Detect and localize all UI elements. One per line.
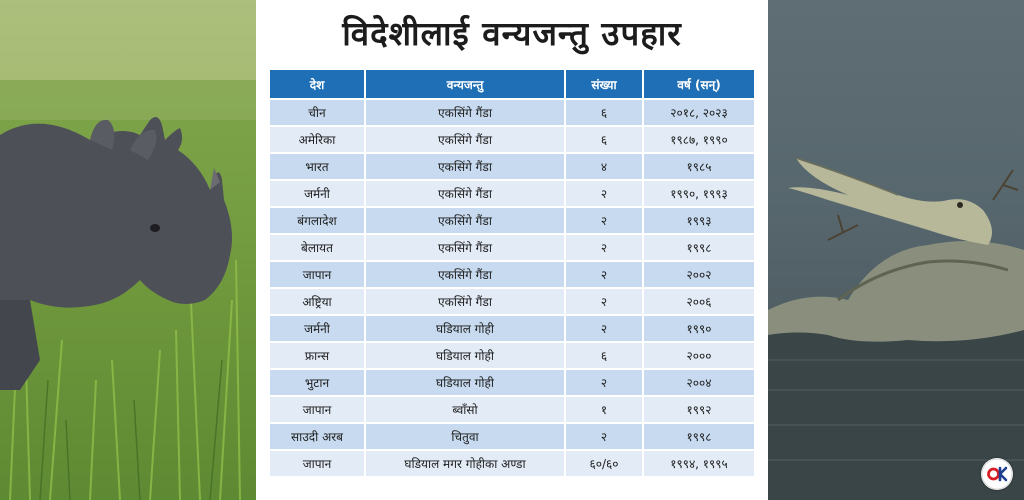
table-row <box>270 343 754 368</box>
table-row <box>270 289 754 314</box>
cell-year: २०१८, २०२३ <box>644 100 754 125</box>
rhino-illustration <box>0 0 256 500</box>
cell-country: चीन <box>270 100 366 125</box>
cell-count: २ <box>566 316 644 341</box>
cell-animal: ब्वाँसो <box>366 397 566 422</box>
header-year: वर्ष (सन्) <box>644 70 754 98</box>
cell-count: २ <box>566 208 644 233</box>
cell-count: ६०/६० <box>566 451 644 476</box>
cell-country: जापान <box>270 451 366 476</box>
cell-year: १९९० <box>644 316 754 341</box>
cell-year: १९८५ <box>644 154 754 179</box>
cell-animal: एकसिंगे गैंडा <box>366 235 566 260</box>
cell-country: अष्ट्रिया <box>270 289 366 314</box>
cell-year: १९९३ <box>644 208 754 233</box>
cell-animal: एकसिंगे गैंडा <box>366 181 566 206</box>
cell-count: २ <box>566 289 644 314</box>
cell-count: ४ <box>566 154 644 179</box>
ok-logo-icon <box>981 458 1013 490</box>
cell-year: २००० <box>644 343 754 368</box>
cell-animal: एकसिंगे गैंडा <box>366 262 566 287</box>
cell-year: २००४ <box>644 370 754 395</box>
cell-count: १ <box>566 397 644 422</box>
cell-year: १९९८ <box>644 235 754 260</box>
cell-country: बेलायत <box>270 235 366 260</box>
table-row <box>270 316 754 341</box>
header-country: देश <box>270 70 366 98</box>
cell-country: अमेरिका <box>270 127 366 152</box>
table-row <box>270 262 754 287</box>
gharial-illustration <box>768 0 1024 500</box>
cell-count: २ <box>566 235 644 260</box>
cell-animal: एकसिंगे गैंडा <box>366 154 566 179</box>
infographic-panel <box>256 0 768 500</box>
cell-country: साउदी अरब <box>270 424 366 449</box>
cell-count: २ <box>566 370 644 395</box>
cell-animal: घडियाल गोही <box>366 370 566 395</box>
cell-country: जर्मनी <box>270 316 366 341</box>
cell-year: १९९४, १९९५ <box>644 451 754 476</box>
cell-animal: एकसिंगे गैंडा <box>366 127 566 152</box>
cell-year: २००२ <box>644 262 754 287</box>
table-row <box>270 451 754 476</box>
cell-country: भारत <box>270 154 366 179</box>
table-row <box>270 127 754 152</box>
cell-count: ६ <box>566 100 644 125</box>
header-animal: वन्यजन्तु <box>366 70 566 98</box>
cell-animal: चितुवा <box>366 424 566 449</box>
cell-animal: एकसिंगे गैंडा <box>366 289 566 314</box>
wildlife-gift-table <box>270 68 754 478</box>
cell-count: २ <box>566 262 644 287</box>
cell-animal: घडियाल गोही <box>366 316 566 341</box>
cell-count: २ <box>566 181 644 206</box>
header-count: संख्या <box>566 70 644 98</box>
cell-country: भुटान <box>270 370 366 395</box>
cell-year: २००६ <box>644 289 754 314</box>
table-row <box>270 424 754 449</box>
cell-animal: एकसिंगे गैंडा <box>366 208 566 233</box>
gharial-photo <box>768 0 1024 500</box>
cell-country: जर्मनी <box>270 181 366 206</box>
cell-country: फ्रान्स <box>270 343 366 368</box>
cell-country: बंगलादेश <box>270 208 366 233</box>
cell-count: ६ <box>566 343 644 368</box>
cell-year: १९८७, १९९० <box>644 127 754 152</box>
table-body <box>270 100 754 476</box>
table-row <box>270 235 754 260</box>
table-row <box>270 370 754 395</box>
ok-logo <box>981 458 1013 490</box>
cell-country: जापान <box>270 397 366 422</box>
table-row <box>270 397 754 422</box>
cell-animal: घडियाल गोही <box>366 343 566 368</box>
table-row <box>270 181 754 206</box>
cell-year: १९९०, १९९३ <box>644 181 754 206</box>
table-header-row <box>270 70 754 98</box>
cell-animal: घडियाल मगर गोहीका अण्डा <box>366 451 566 476</box>
table-row <box>270 100 754 125</box>
cell-animal: एकसिंगे गैंडा <box>366 100 566 125</box>
cell-country: जापान <box>270 262 366 287</box>
cell-count: ६ <box>566 127 644 152</box>
cell-year: १९९८ <box>644 424 754 449</box>
page-title: विदेशीलाई वन्यजन्तु उपहार <box>342 14 682 53</box>
rhino-photo <box>0 0 256 500</box>
cell-year: १९९२ <box>644 397 754 422</box>
table-row <box>270 208 754 233</box>
cell-count: २ <box>566 424 644 449</box>
table-row <box>270 154 754 179</box>
